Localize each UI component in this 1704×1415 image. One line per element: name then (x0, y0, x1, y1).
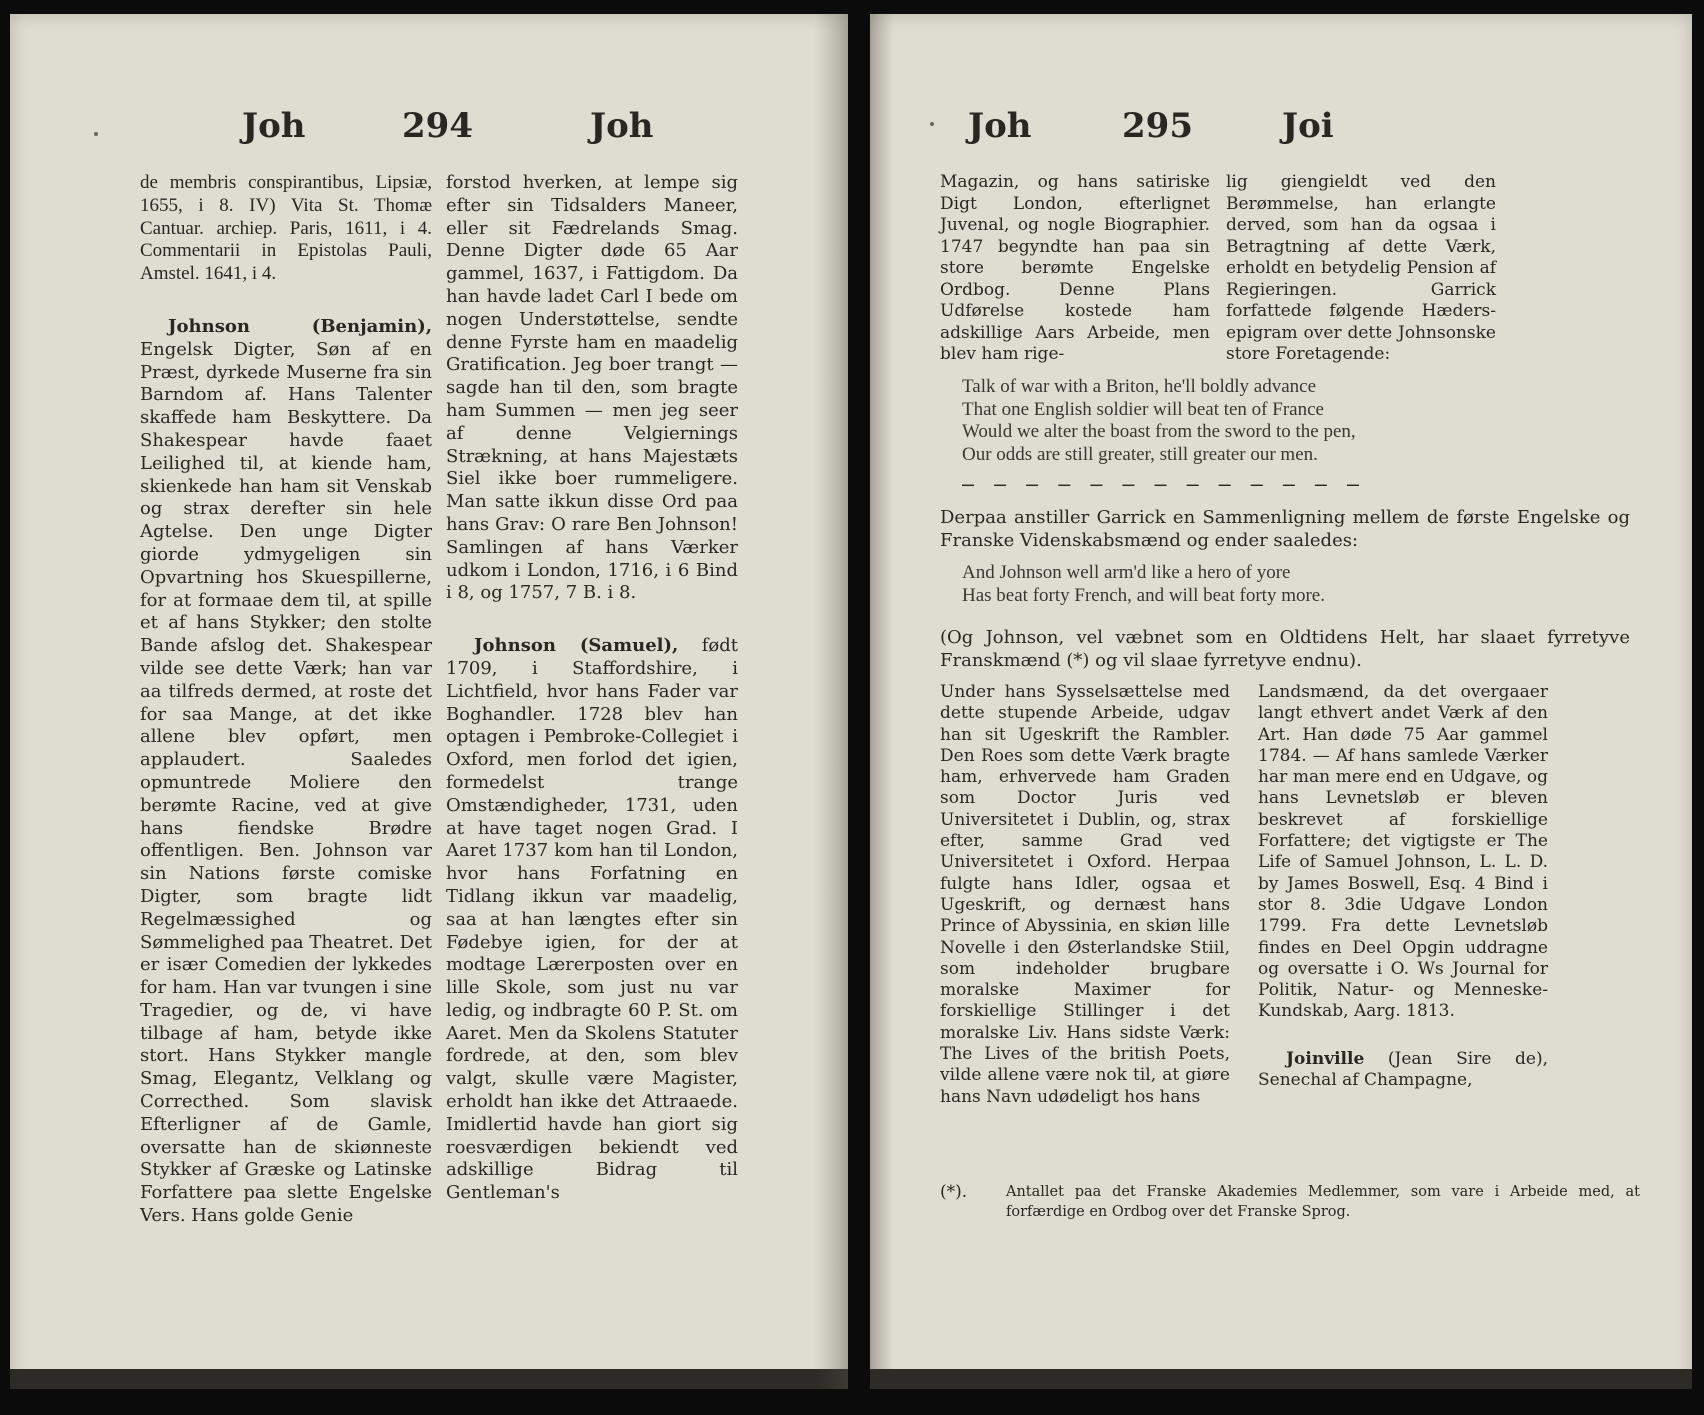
left-header-right-word: Joh (590, 106, 654, 146)
comparison-intro-text: Derpaa anstiller Garrick en Sammenligning mellem de første Engelske og Franske Videnskabsmænd og ender saaledes: (940, 507, 1630, 551)
bottom-column-2-text: Landsmænd, da det overgaaer langt ethvert andet Værk af den Art. Han døde 75 Aar gammel 1784. — Af hans samlede Værker har man mere end en Udgave, og hans Levnetsløb er bleven beskrevet af forskiellige Forfattere; det vigtigste er The Life of Samuel Johnson, L. L. D. by James Boswell, Esq. 4 Bind i stor 8. 3die Udgave London 1799. Fra dette Levnetsløb findes en Deel Opgin uddragne og oversatte i O. Ws Journal for Politik, Natur- og Menneske-Kundskab, Aarg. 1813. (1258, 682, 1548, 1022)
entry-heading-samuel: Johnson (Samuel), (474, 635, 679, 657)
translation (940, 626, 1630, 672)
left-page-number: 294 (402, 106, 473, 146)
left-header-left-word: Joh (242, 106, 306, 146)
entry-johnson-samuel (446, 635, 738, 1205)
right-page-number: 295 (1122, 106, 1193, 146)
garrick-epigram (962, 376, 1642, 466)
bottom-column-1-text: Under hans Sysselsættelse med dette stupende Arbeide, udgav han sit Ugeskrift the Rambler. Den Roes som dette Værk bragte ham, erhvervede ham Graden som Doctor Juris ved Universitetet i Dublin, og, strax efter, samme Grad ved Universitetet i Oxford. Herpaa fulgte hans Idler, ogsaa et Ugeskrift, og dernæst hans Prince of Abyssinia, en skiøn lille Novelle i den Østerlandske Stiil, som indeholder brugbare moralske Maximer for forskiellige Stillinger i det moralske Liv. Hans sidste Værk: The Lives of the british Poets, vilde allene være nok til, at giøre hans Navn udødeligt hos hans (940, 682, 1230, 1107)
page-bottom-edge (870, 1369, 1692, 1389)
poem-line: That one English soldier will beat ten of France (962, 398, 1324, 420)
left-column-2 (446, 172, 738, 1205)
comparison-intro (940, 506, 1630, 552)
right-top-column-2 (1226, 172, 1496, 366)
right-header-left-word: Joh (968, 106, 1032, 146)
entry-text-samuel: født 1709, i Staffordshire, i Lichtfield, hvor hans Fader var Boghandler. 1728 blev han optagen i Pembroke-Collegiet i Oxford, men forlod det igien, formedelst trange Omstændigheder, 1731, uden at have taget nogen Grad. I Aaret 1737 kom han til London, hvor hans Forfatning en Tidlang ikkun var maadelig, saa at han længtes efter sin Fødebye igien, for der at modtage Lærerposten over en lille Skole, som just nu var ledig, og indbragte 60 P. St. om Aaret. Men da Skolens Statuter fordrede, at den, som blev valgt, skulle være Magister, erholdt han ikke det Attraaede. Imidlertid havde han giort sig roesværdigen bekiendt ved adskillige Bidrag til Gentleman's (446, 635, 738, 1204)
footnote-mark: (*). (940, 1182, 968, 1202)
right-bottom-column-1 (940, 682, 1230, 1108)
right-top-column-1 (940, 172, 1210, 366)
left-page-header (10, 106, 848, 156)
left-page (10, 14, 848, 1389)
poem-line: Our odds are still greater, still greater our men. (962, 443, 1318, 465)
top-column-1-text: Magazin, og hans satiriske Digt London, efterlignet Juvenal, og nogle Biographier. 1747 begyndte han paa sin store berømte Engelske Ordbog. Denne Plans Udførelse kostede ham adskillige Aars Arbeide, men blev ham rige- (940, 172, 1210, 364)
entry-johnson-benjamin (140, 316, 432, 1228)
poem-line: Talk of war with a Briton, he'll boldly advance (962, 376, 1317, 397)
entry-heading-benjamin: Johnson (Benjamin), (168, 315, 432, 337)
right-page (870, 14, 1692, 1389)
footnote (940, 1182, 1640, 1222)
poem-line: Would we alter the boast from the sword to the pen, (962, 421, 1356, 442)
latin-continuation: de membris conspirantibus, Lipsiæ, 1655, i 8. IV) Vita St. Thomæ Cantuar. archiep. Paris, 1611, i 4. Commentarii in Epistolas Pauli, Amstel. 1641, i 4. (140, 172, 432, 285)
translation-text: (Og Johnson, vel væbnet som en Oldtidens Helt, har slaaet fyrretyve Franskmænd (*) og vil slaae fyrretyve endnu). (940, 627, 1630, 671)
benjamin-continuation: forstod hverken, at lempe sig efter sin Tidsalders Maneer, eller sit Fædrelands Smag. Denne Digter døde 65 Aar gammel, 1637, i Fattigdom. Da han havde ladet Carl I bede om nogen Understøttelse, sendte denne Fyrste ham en maadelig Gratification. Jeg boer trangt — sagde han til den, som bragte ham Summen — men jeg seer af denne Velgiernings Strækning, at hans Majestæts Siel ikke boer rummeligere. Man satte ikkun disse Ord paa hans Grav: O rare Ben Johnson! Samlingen af hans Værker udkom i London, 1716, i 6 Bind i 8, og 1757, 7 B. i 8. (446, 172, 738, 604)
top-column-2-text: lig giengieldt ved den Berømmelse, han erlangte derved, som han da ogsaa i Betragtning af dette Værk, erholdt en betydelig Pension af Regieringen. Garrick forfattede følgende Hæders-epigram over dette Johnsonske store Foretagende: (1226, 172, 1496, 364)
entry-joinville (1258, 1049, 1548, 1092)
entry-heading-joinville: Joinville (1286, 1048, 1365, 1069)
footnote-text: Antallet paa det Franske Akademies Medlemmer, som vare i Arbeide med, at forfærdige en Ordbog over det Franske Sprog. (1006, 1184, 1640, 1220)
dash-separator: — — — — — — — — — — — — — (962, 472, 1364, 496)
garrick-couplet (962, 562, 1642, 607)
left-column-1 (140, 172, 432, 1228)
right-bottom-column-2 (1258, 682, 1548, 1091)
right-page-header (870, 106, 1692, 156)
right-header-right-word: Joi (1282, 106, 1334, 146)
entry-text-benjamin: Engelsk Digter, Søn af en Præst, dyrkede Muserne fra sin Barndom af. Hans Talenter skaffede ham Beskyttere. Da Shakespear havde faaet Leilighed til, at kiende ham, skienkede han ham sit Venskab og strax derefter sin hele Agtelse. Den unge Digter giorde ydmygeligen sin Opvartning hos Skuespillerne, for at formaae dem til, at spille et af hans Stykker; den stolte Bande afslog det. Shakespear vilde see dette Værk; han var aa tilfreds dermed, at roste det for saa Mange, at det ikke allene blev opført, men applaudert. Saaledes opmuntrede Moliere den berømte Racine, ved at give hans fiendske Brødre offentligen. Ben. Johnson var sin Nations første comiske Digter, som bragte lidt Regelmæssighed og Sømmelighed paa Theatret. Det er især Comedien der lykkedes for ham. Han var tvungen i sine Tragedier, og de, vi have tilbage af ham, betyde ikke stort. Hans Stykker mangle Smag, Elegantz, Velklang og Correcthed. Som slavisk Efterligner af de Gamle, oversatte han de skiønneste Stykker af Græske og Latinske Forfattere paa slette Engelske Vers. Hans golde Genie (140, 338, 432, 1227)
entry-text-joinville: (Jean Sire de), Senechal af Champagne, (1258, 1048, 1548, 1091)
couplet-line: Has beat forty French, and will beat forty more. (962, 584, 1325, 606)
page-bottom-edge (10, 1369, 848, 1389)
couplet-line: And Johnson well arm'd like a hero of yore (962, 562, 1291, 583)
